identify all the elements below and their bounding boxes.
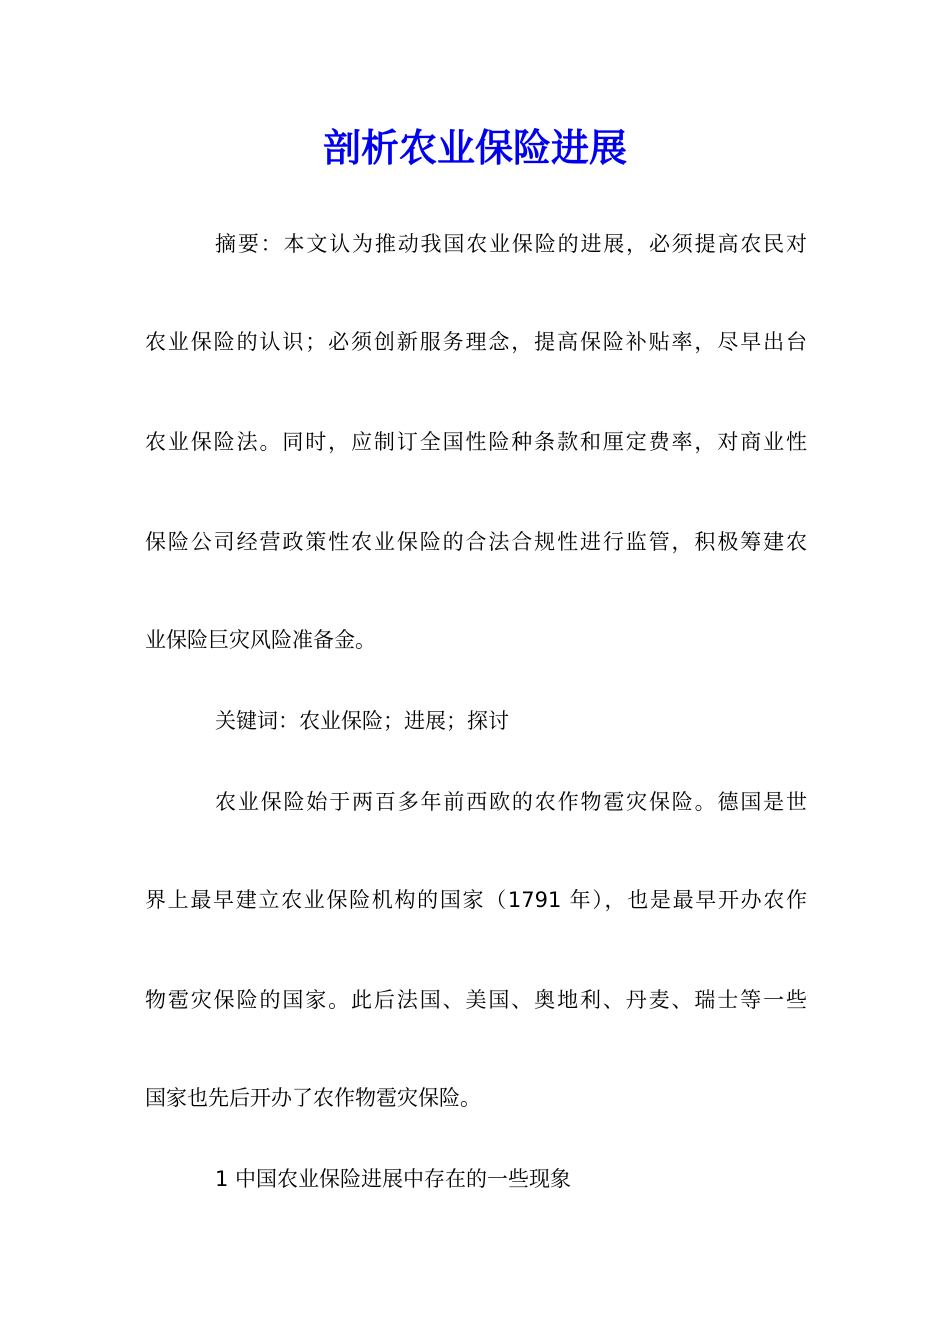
abstract-line-3: 农业保险法。同时，应制订全国性险种条款和厘定费率，对商业性 [145, 430, 807, 454]
keywords-line: 关键词：农业保险；进展；探讨 [215, 709, 509, 733]
abstract-line-2: 农业保险的认识；必须创新服务理念，提高保险补贴率，尽早出台 [145, 330, 807, 354]
intro-line-1: 农业保险始于两百多年前西欧的农作物雹灾保险。德国是世 [215, 790, 807, 814]
document-title: 剖析农业保险进展 [322, 126, 627, 170]
intro-line-4: 国家也先后开办了农作物雹灾保险。 [145, 1086, 481, 1110]
intro-line-3: 物雹灾保险的国家。此后法国、美国、奥地利、丹麦、瑞士等一些 [145, 988, 807, 1012]
abstract-line-4: 保险公司经营政策性农业保险的合法合规性进行监管，积极筹建农 [145, 530, 807, 554]
section-heading: 1 中国农业保险进展中存在的一些现象 [215, 1167, 572, 1191]
intro-line-2: 界上最早建立农业保险机构的国家（1791 年），也是最早开办农作 [145, 888, 807, 912]
abstract-line-5: 业保险巨灾风险准备金。 [145, 628, 376, 652]
abstract-line-1: 摘要：本文认为推动我国农业保险的进展，必须提高农民对 [215, 232, 807, 256]
